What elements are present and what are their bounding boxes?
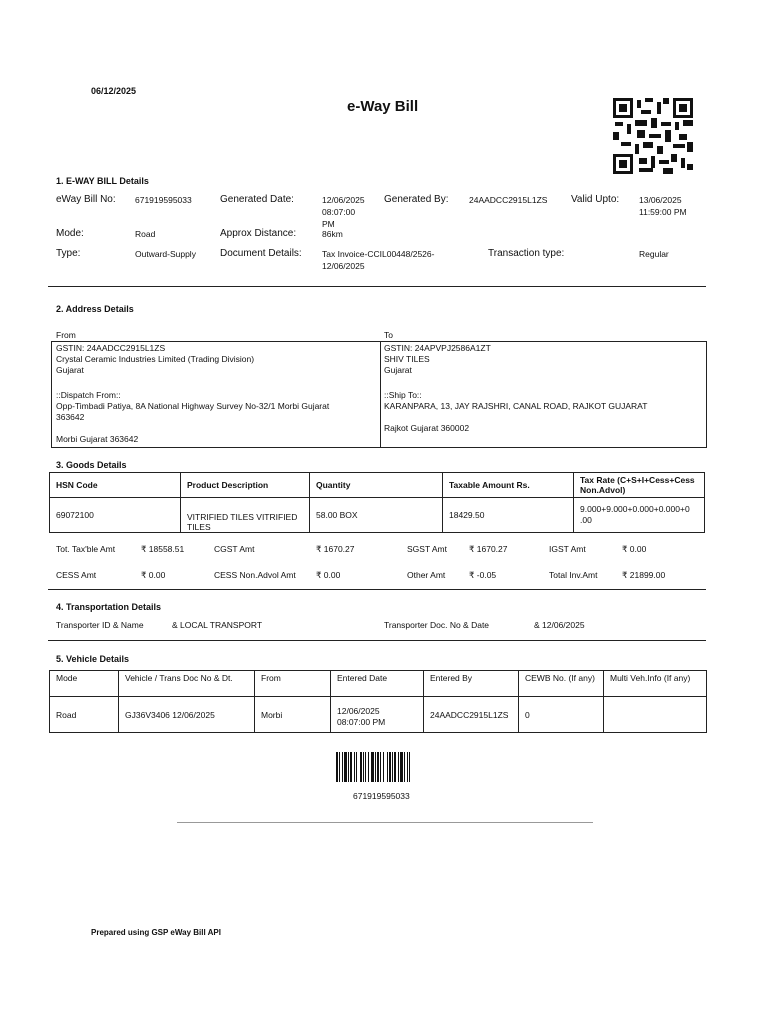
vehicle-number: GJ36V3406 12/06/2025 [119, 697, 255, 733]
cgst-label: CGST Amt [214, 544, 255, 554]
total-inv-value: ₹ 21899.00 [622, 570, 666, 580]
generated-by: 24AADCC2915L1ZS [469, 195, 548, 205]
other-amt-value: ₹ -0.05 [469, 570, 497, 580]
total-inv-label: Total Inv.Amt [549, 570, 598, 580]
dispatch-pincode: 363642 [56, 412, 85, 422]
goods-table [49, 472, 705, 533]
type-label: Type: [56, 248, 81, 259]
generated-date-line3: PM [322, 219, 335, 229]
barcode [336, 752, 448, 782]
type-value: Outward-Supply [135, 249, 196, 259]
section3-heading: 3. Goods Details [56, 460, 127, 470]
valid-upto-label: Valid Upto: [571, 194, 620, 205]
generated-by-label: Generated By: [384, 194, 449, 205]
goods-col-taxrate: Tax Rate (C+S+I+Cess+Cess Non.Advol) [574, 473, 705, 498]
goods-row [50, 498, 705, 533]
to-gstin: GSTIN: 24APVPJ2586A1ZT [384, 343, 491, 353]
from-gstin: GSTIN: 24AADCC2915L1ZS [56, 343, 166, 353]
ship-to-city: Rajkot Gujarat 360002 [384, 423, 470, 433]
goods-hsn: 69072100 [50, 498, 181, 533]
transporter-doc-label: Transporter Doc. No & Date [384, 620, 490, 630]
goods-col-quantity: Quantity [310, 473, 443, 498]
qr-code [613, 98, 693, 174]
goods-tax-rate: 9.000+9.000+0.000+0.000+0 .00 [574, 498, 705, 533]
cess-value: ₹ 0.00 [141, 570, 166, 580]
to-name: SHIV TILES [384, 354, 430, 364]
dispatch-address: Opp-Timbadi Patiya, 8A National Highway Survey No-32/1 Morbi Gujarat [56, 401, 330, 411]
vehicle-table [49, 670, 707, 733]
transporter-id-value: & LOCAL TRANSPORT [172, 620, 263, 630]
document-details-label: Document Details: [220, 248, 302, 259]
ship-to-address: KARANPARA, 13, JAY RAJSHRI, CANAL ROAD, RAJKOT GUJARAT [384, 401, 648, 411]
vehicle-mode: Road [50, 697, 119, 733]
divider [48, 286, 706, 287]
vehicle-col-vehicle: Vehicle / Trans Doc No & Dt. [119, 671, 255, 697]
tot-taxable-label: Tot. Tax'ble Amt [56, 544, 116, 554]
goods-description: VITRIFIED TILES VITRIFIED TILES [181, 498, 310, 533]
barcode-bar [410, 752, 412, 782]
transporter-id-label: Transporter ID & Name [56, 620, 144, 630]
vehicle-col-cewb: CEWB No. (If any) [519, 671, 604, 697]
to-label: To [384, 330, 393, 340]
goods-quantity: 58.00 BOX [310, 498, 443, 533]
document-details-line2: 12/06/2025 [322, 261, 365, 271]
transporter-doc-value: & 12/06/2025 [534, 620, 585, 630]
vehicle-col-entered-date: Entered Date [331, 671, 424, 697]
mode-label: Mode: [56, 228, 84, 239]
vehicle-row [50, 697, 707, 733]
sgst-label: SGST Amt [407, 544, 447, 554]
footer-note: Prepared using GSP eWay Bill API [91, 928, 221, 937]
transaction-type: Regular [639, 249, 669, 259]
approx-distance-label: Approx Distance: [220, 228, 297, 239]
divider [48, 589, 706, 590]
vehicle-multi [604, 697, 707, 733]
sgst-value: ₹ 1670.27 [469, 544, 508, 554]
ship-to-label: ::Ship To:: [384, 390, 422, 400]
mode-value: Road [135, 229, 156, 239]
goods-col-hsn: HSN Code [50, 473, 181, 498]
vehicle-from: Morbi [255, 697, 331, 733]
goods-col-description: Product Description [181, 473, 310, 498]
eway-bill-no-label: eWay Bill No: [56, 194, 116, 205]
dispatch-city: Morbi Gujarat 363642 [56, 434, 139, 444]
vehicle-entered-date: 12/06/2025 08:07:00 PM [331, 697, 424, 733]
vehicle-col-entered-by: Entered By [424, 671, 519, 697]
section2-heading: 2. Address Details [56, 304, 134, 314]
from-state: Gujarat [56, 365, 84, 375]
document-details-line1: Tax Invoice-CCIL00448/2526- [322, 249, 435, 259]
eway-bill-no: 671919595033 [135, 195, 192, 205]
transaction-type-label: Transaction type: [488, 248, 565, 259]
from-label: From [56, 330, 76, 340]
cess-nonadvol-label: CESS Non.Advol Amt [214, 570, 296, 580]
divider [48, 640, 706, 641]
vehicle-cewb: 0 [519, 697, 604, 733]
goods-header-row [50, 473, 705, 498]
divider [177, 822, 593, 823]
cess-label: CESS Amt [56, 570, 97, 580]
generated-date-label: Generated Date: [220, 194, 294, 205]
to-state: Gujarat [384, 365, 412, 375]
dispatch-label: ::Dispatch From:: [56, 390, 121, 400]
print-date: 06/12/2025 [91, 86, 137, 96]
vehicle-col-from: From [255, 671, 331, 697]
barcode-number: 671919595033 [353, 791, 410, 801]
section1-heading: 1. E-WAY BILL Details [56, 176, 149, 186]
from-name: Crystal Ceramic Industries Limited (Trading Division) [56, 354, 255, 364]
cgst-value: ₹ 1670.27 [316, 544, 355, 554]
vehicle-col-multi: Multi Veh.Info (If any) [604, 671, 707, 697]
vehicle-entered-by: 24AADCC2915L1ZS [424, 697, 519, 733]
vehicle-header-row [50, 671, 707, 697]
generated-date-line2: 08:07:00 [322, 207, 356, 217]
goods-col-taxable: Taxable Amount Rs. [443, 473, 574, 498]
generated-date-line1: 12/06/2025 [322, 195, 365, 205]
approx-distance: 86km [322, 229, 343, 239]
page-title: e-Way Bill [347, 98, 419, 115]
other-amt-label: Other Amt [407, 570, 446, 580]
vehicle-col-mode: Mode [50, 671, 119, 697]
section5-heading: 5. Vehicle Details [56, 654, 130, 664]
goods-taxable-amount: 18429.50 [443, 498, 574, 533]
igst-value: ₹ 0.00 [622, 544, 647, 554]
valid-upto-line2: 11:59:00 PM [639, 207, 687, 217]
valid-upto-line1: 13/06/2025 [639, 195, 682, 205]
tot-taxable-value: ₹ 18558.51 [141, 544, 185, 554]
section4-heading: 4. Transportation Details [56, 602, 162, 612]
igst-label: IGST Amt [549, 544, 586, 554]
cess-nonadvol-value: ₹ 0.00 [316, 570, 341, 580]
